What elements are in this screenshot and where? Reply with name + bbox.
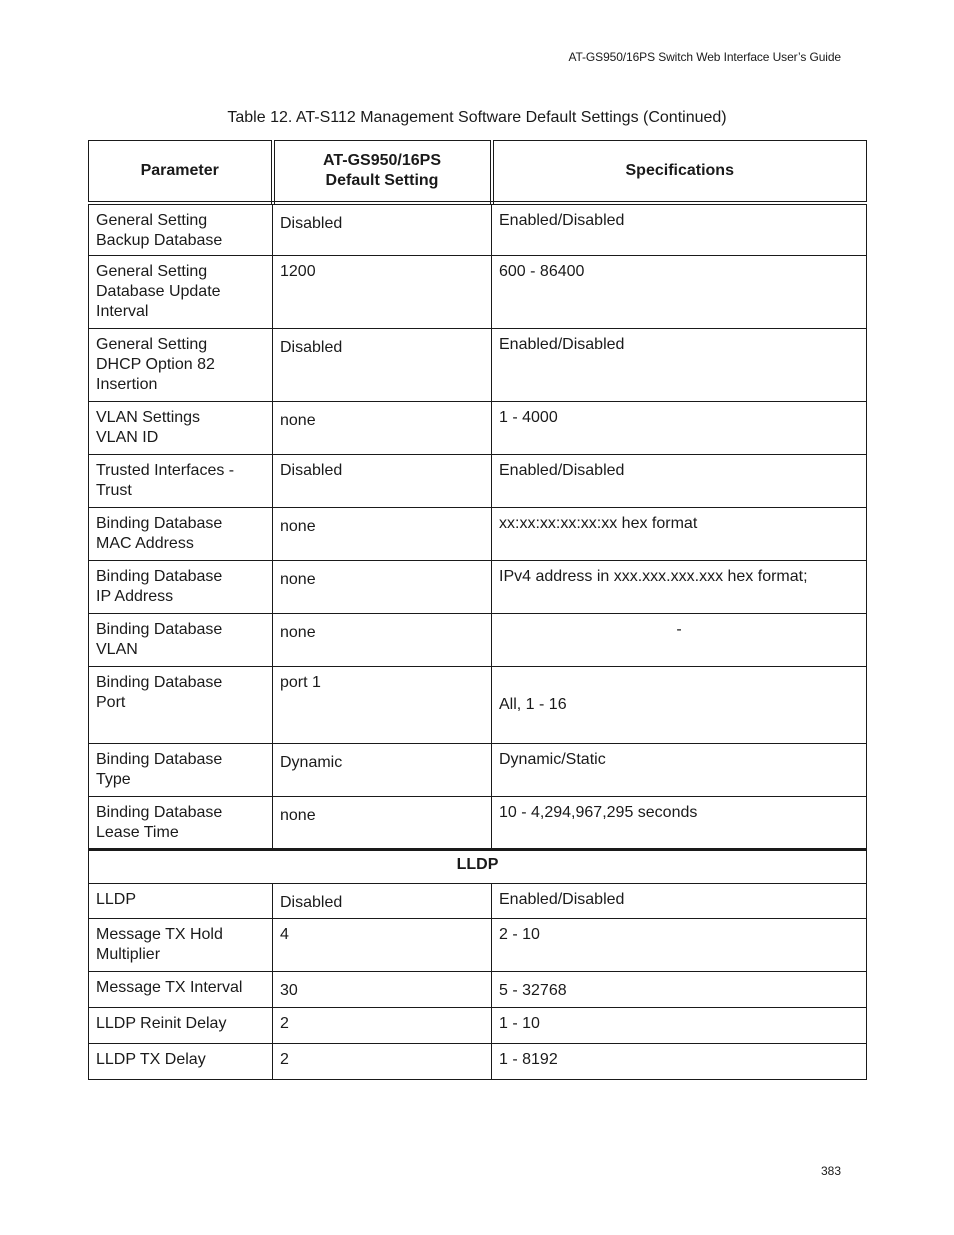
parameter-cell (89, 743, 273, 796)
parameter-cell (89, 666, 273, 743)
parameter-line: Type (96, 770, 131, 788)
parameter-line: Binding Database (96, 750, 223, 768)
default-cell: Dynamic (273, 743, 492, 796)
specification-cell: xx:xx:xx:xx:xx:xx hex format (492, 507, 867, 560)
table-row (89, 507, 867, 560)
column-header-parameter: Parameter (89, 141, 273, 204)
specification-cell: All, 1 - 16 (492, 666, 867, 743)
parameter-line: Binding Database (96, 803, 223, 821)
specification-cell: 1 - 10 (492, 1007, 867, 1043)
parameter-line: Lease Time (96, 823, 179, 841)
parameter-line: Backup Database (96, 232, 223, 249)
parameter-line: VLAN Settings (96, 408, 201, 426)
specification-cell: Enabled/Disabled (492, 203, 867, 255)
parameter-line: General Setting (96, 335, 208, 353)
parameter-cell (89, 971, 273, 1007)
parameter-line: Message TX Hold (96, 925, 223, 943)
parameter-cell (89, 255, 273, 328)
default-cell: 2 (273, 1043, 492, 1079)
table-row (89, 255, 867, 328)
specification-cell: 1 - 8192 (492, 1043, 867, 1079)
specification-cell: Enabled/Disabled (492, 328, 867, 401)
table-row (89, 796, 867, 849)
parameter-line: Message TX Interval (96, 978, 243, 996)
parameter-line: DHCP Option 82 (96, 355, 215, 373)
specification-cell: Enabled/Disabled (492, 454, 867, 507)
section-title: LLDP (89, 849, 867, 883)
specification-cell: 600 - 86400 (492, 255, 867, 328)
parameter-line: LLDP (96, 890, 137, 908)
default-cell: port 1 (273, 666, 492, 743)
default-cell: none (273, 401, 492, 454)
parameter-line: Binding Database (96, 567, 223, 585)
parameter-cell (89, 454, 273, 507)
table-row (89, 918, 867, 971)
parameter-line: LLDP TX Delay (96, 1050, 206, 1068)
table-row (89, 883, 867, 918)
table-row (89, 401, 867, 454)
parameter-cell (89, 796, 273, 849)
page-number: 383 (820, 1164, 841, 1178)
table-row (89, 203, 867, 255)
default-cell: none (273, 613, 492, 666)
parameter-cell (89, 613, 273, 666)
parameter-line: Interval (96, 302, 149, 320)
default-cell: Disabled (273, 883, 492, 918)
table-row (89, 613, 867, 666)
parameter-cell (89, 401, 273, 454)
parameter-line: General Setting (96, 262, 208, 280)
table-row (89, 560, 867, 613)
table-row (89, 1007, 867, 1043)
default-cell: none (273, 560, 492, 613)
specification-cell: 5 - 32768 (492, 971, 867, 1007)
default-cell: Disabled (273, 328, 492, 401)
default-cell: 4 (273, 918, 492, 971)
table-row (89, 328, 867, 401)
parameter-line: Multiplier (96, 945, 161, 963)
specification-cell: Dynamic/Static (492, 743, 867, 796)
specification-cell: IPv4 address in xxx.xxx.xxx.xxx hex format; (492, 560, 867, 613)
parameter-line: Binding Database (96, 673, 223, 691)
default-cell: Disabled (273, 454, 492, 507)
parameter-cell (89, 560, 273, 613)
parameter-cell (89, 203, 273, 255)
default-cell: 30 (273, 971, 492, 1007)
parameter-line: MAC Address (96, 534, 194, 552)
default-cell: none (273, 507, 492, 560)
parameter-cell (89, 507, 273, 560)
running-header: AT-GS950/16PS Switch Web Interface User’s Guide (568, 50, 841, 64)
specification-cell: 2 - 10 (492, 918, 867, 971)
column-header-default: AT-GS950/16PS Default Setting (273, 141, 492, 204)
default-cell: none (273, 796, 492, 849)
parameter-line: VLAN ID (96, 428, 159, 446)
parameter-line: Binding Database (96, 620, 223, 638)
table-header-row (89, 141, 867, 204)
specification-cell: 1 - 4000 (492, 401, 867, 454)
parameter-cell (89, 1007, 273, 1043)
default-cell: 1200 (273, 255, 492, 328)
settings-table (88, 140, 867, 1080)
table-row (89, 1043, 867, 1079)
default-cell: 2 (273, 1007, 492, 1043)
parameter-cell (89, 328, 273, 401)
parameter-line: General Setting (96, 212, 208, 229)
parameter-line: VLAN (96, 640, 138, 658)
specification-cell: Enabled/Disabled (492, 883, 867, 918)
column-header-specifications: Specifications (492, 141, 867, 204)
table-row (89, 971, 867, 1007)
parameter-cell (89, 1043, 273, 1079)
parameter-line: IP Address (96, 587, 174, 605)
table-row (89, 666, 867, 743)
specification-cell: - (492, 613, 867, 666)
parameter-line: Insertion (96, 375, 158, 393)
parameter-line: LLDP Reinit Delay (96, 1014, 227, 1032)
parameter-cell (89, 883, 273, 918)
table-row (89, 454, 867, 507)
parameter-line: Trusted Interfaces - (96, 461, 235, 479)
default-cell: Disabled (273, 203, 492, 255)
table-caption: Table 12. AT-S112 Management Software Default Settings (Continued) (227, 109, 727, 126)
parameter-line: Port (96, 693, 126, 711)
table-row (89, 743, 867, 796)
parameter-line: Database Update (96, 282, 221, 300)
specification-cell: 10 - 4,294,967,295 seconds (492, 796, 867, 849)
parameter-line: Trust (96, 481, 132, 499)
lldp-section-row (89, 849, 867, 883)
parameter-line: Binding Database (96, 514, 223, 532)
parameter-cell (89, 918, 273, 971)
